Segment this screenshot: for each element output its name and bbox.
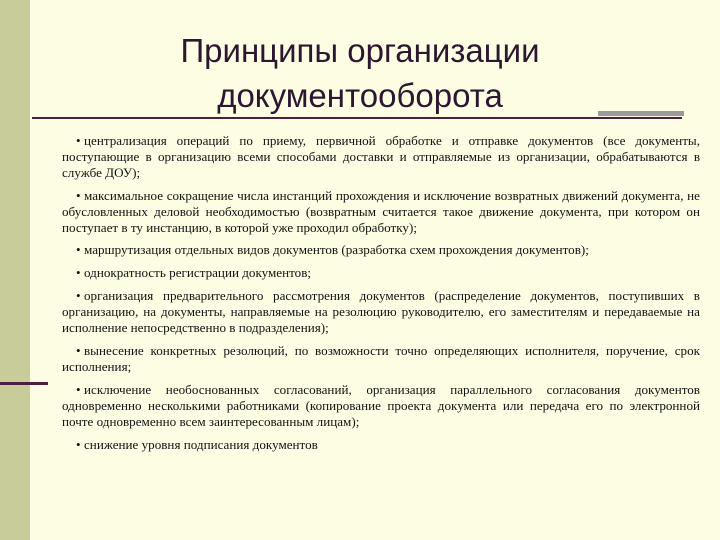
list-item-text: организация предварительного рассмотрения документов (распределение документов, поступивших в организацию, на документы, направляемые на резолюцию руководителю, его заместителям и передаваемые на исполнение непосредственно в подразделения); (62, 288, 700, 336)
list-item: • организация предварительного рассмотрения документов (распределение документов, поступивших в организацию, на документы, направляемые на резолюцию руководителю, его заместителям и передаваемые на исполнение непосредственно в подразделения); (62, 288, 700, 336)
list-item-text: централизация операций по приему, первичной обработке и отправке документов (все документы, поступающие в организацию всеми способами доставки и отправляемые из организации, обрабатываются в службе ДОУ); (62, 133, 700, 180)
list-item: • маршрутизация отдельных видов документов (разработка схем прохождения документов); (76, 242, 589, 258)
list-item-text: маршрутизация отдельных видов документов (разработка схем прохождения документов); (84, 242, 589, 258)
list-item: • централизация операций по приему, первичной обработке и отправке документов (все документы, поступающие в организацию всеми способами доставки и отправляемые из организации, обрабатываются в службе ДОУ); (62, 133, 700, 180)
list-item: • максимальное сокращение числа инстанций прохождения и исключение возвратных движений документа, не обусловленных деловой необходимостью (возвратным считается такое движение документа, при котором он поступает в ту инстанцию, в которой уже проходил обработку); (62, 187, 700, 235)
slide-title-line-1: Принципы организации (180, 32, 540, 69)
slide-title-line-2: документооборота (217, 77, 503, 114)
bullet-list (62, 133, 700, 459)
list-item: • однократность регистрации документов; (76, 265, 312, 281)
list-item: • вынесение конкретных резолюций, по возможности точно определяющих исполнителя, поручение, срок исполнения; (62, 342, 700, 374)
list-item-text: вынесение конкретных резолюций, по возможности точно определяющих исполнителя, поручение, срок исполнения; (62, 342, 700, 374)
slide-title (130, 28, 590, 118)
list-item-text: исключение необоснованных согласований, организация параллельного согласования документов одновременно несколькими работниками (копирование проекта документа или передача его по электронной почте одновременно всем заинтересованным лицам); (62, 381, 700, 429)
list-item-text: однократность регистрации документов; (84, 265, 312, 281)
title-rule-accent (598, 111, 684, 116)
list-item: • снижение уровня подписания документов (76, 436, 318, 452)
title-rule (32, 117, 682, 119)
list-item-text: снижение уровня подписания документов (84, 436, 318, 452)
left-accent-line (0, 382, 48, 385)
left-decor-bar (0, 0, 30, 540)
list-item: • исключение необоснованных согласований, организация параллельного согласования документов одновременно несколькими работниками (копирование проекта документа или передача его по электронной почте одновременно всем заинтересованным лицам); (62, 381, 700, 429)
list-item-text: максимальное сокращение числа инстанций прохождения и исключение возвратных движений документа, не обусловленных деловой необходимостью (возвратным считается такое движение документа, при котором он поступает в ту инстанцию, в которой уже проходил обработку); (62, 187, 700, 235)
